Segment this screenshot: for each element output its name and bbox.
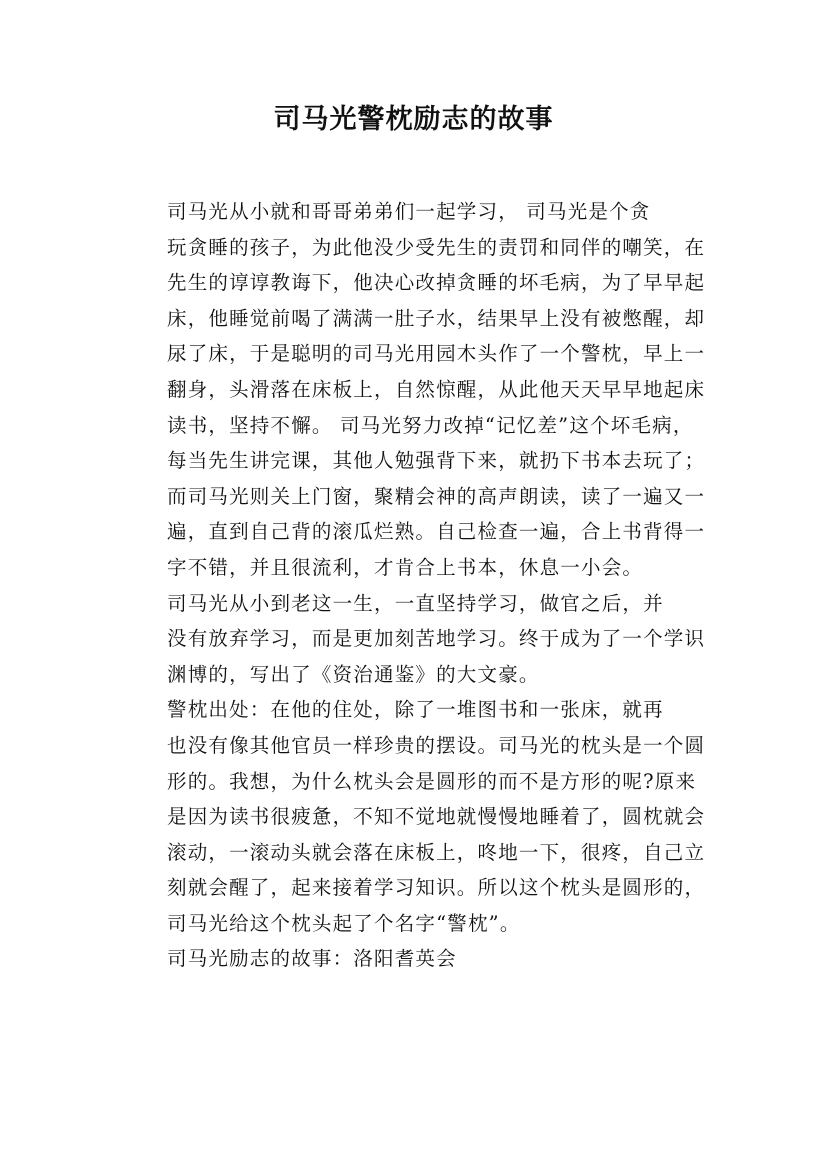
text-line: 床，他睡觉前喝了满满一肚子水，结果早上没有被憋醒，却: [167, 306, 706, 330]
paragraph-4: [128, 941, 701, 977]
text-line: 形的。我想，为什么枕头会是圆形的而不是方形的呢?原来: [167, 769, 697, 793]
text-line: 字不错，并且很流利，才肯合上书本，休息一小会。: [167, 555, 644, 579]
text-line: 是因为读书很疲惫，不知不觉地就慢慢地睡着了，圆枕就会: [167, 805, 706, 829]
text-line: 滚动，一滚动头就会落在床板上，咚地一下，很疼，自己立: [167, 840, 706, 864]
text-line: 翻身，头滑落在床板上，自然惊醒，从此他天天早早地起床: [167, 377, 706, 401]
text-line: 玩贪睡的孩子，为此他没少受先生的责罚和同伴的嘲笑，在: [167, 235, 706, 259]
text-line: 而司马光则关上门窗，聚精会神的高声朗读，读了一遍又一: [167, 484, 706, 508]
text-line: 先生的谆谆教诲下，他决心改掉贪睡的坏毛病，为了早早起: [167, 271, 706, 295]
text-line: 尿了床，于是聪明的司马光用园木头作了一个警枕，早上一: [167, 342, 706, 366]
paragraph-3: [128, 692, 706, 941]
text-line: 渊博的，写出了《资治通鉴》的大文豪。: [167, 662, 540, 686]
text-line: 没有放弃学习，而是更加刻苦地学习。终于成为了一个学识: [167, 627, 706, 651]
text-line: 警枕出处：在他的住处，除了一堆图书和一张床，就再: [167, 698, 664, 722]
text-line: 刻就会醒了，起来接着学习知识。所以这个枕头是圆形的，: [167, 876, 706, 900]
text-line: 司马光从小到老这一生，一直坚持学习，做官之后，并: [167, 591, 664, 615]
text-line: 读书，坚持不懈。 司马光努力改掉“记忆差”这个坏毛病，: [167, 413, 694, 437]
text-line: 司马光从小就和哥哥弟弟们一起学习， 司马光是个贪: [167, 200, 651, 223]
paragraph-2: [128, 586, 706, 693]
text-line: 司马光给这个枕头起了个名字“警枕”。: [167, 911, 521, 935]
document-title: 司马光警枕励志的故事: [273, 104, 554, 135]
text-line: 遍，直到自己背的滚瓜烂熟。自己检查一遍，合上书背得一: [167, 520, 706, 544]
text-line: 每当先生讲完课，其他人勉强背下来，就扔下书本去玩了；: [167, 449, 706, 473]
text-line: 司马光励志的故事：洛阳耆英会: [167, 947, 457, 971]
document-body: [128, 194, 706, 977]
paragraph-1: [128, 194, 706, 586]
text-line: 也没有像其他官员一样珍贵的摆设。司马光的枕头是一个圆: [167, 733, 706, 757]
